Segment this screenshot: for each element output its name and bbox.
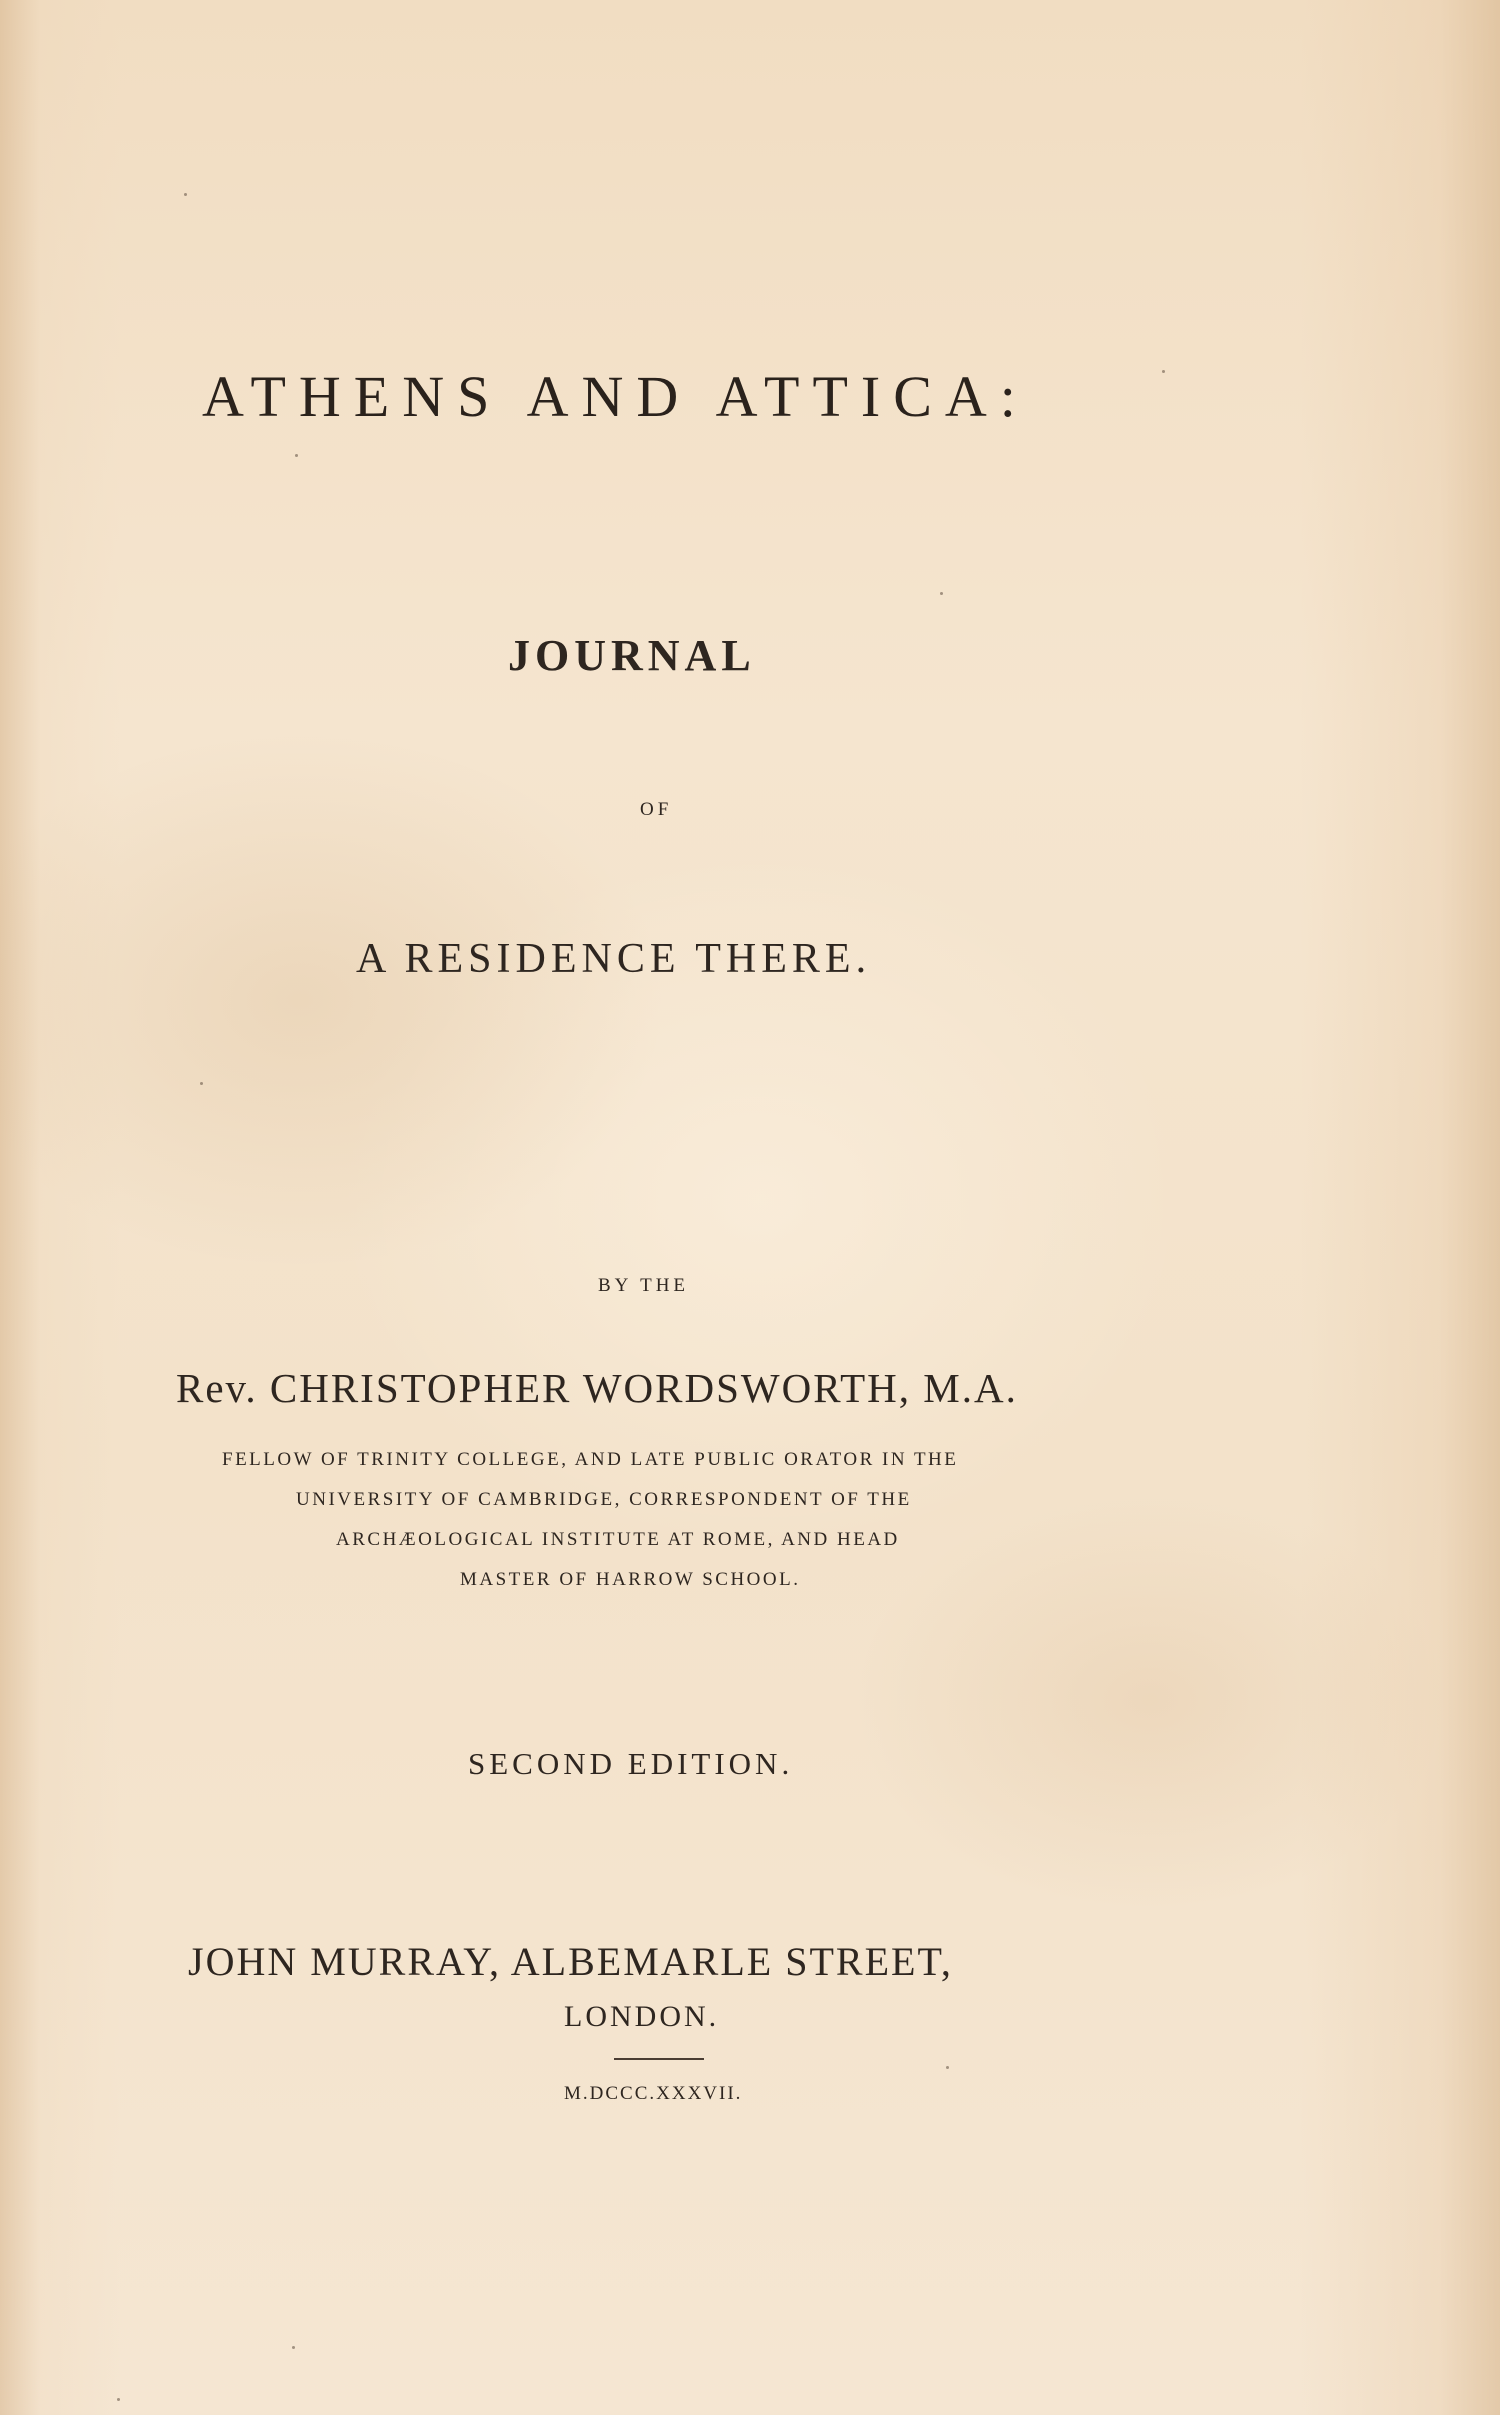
divider-rule [614,2058,704,2060]
author-credential-line: FELLOW OF TRINITY COLLEGE, AND LATE PUBLIC ORATOR IN THE [222,1449,959,1470]
author-credential-line: UNIVERSITY OF CAMBRIDGE, CORRESPONDENT OF THE [296,1489,912,1510]
edition-label: SECOND EDITION. [468,1746,794,1781]
publisher-city: LONDON. [564,2000,720,2033]
paper-speck [117,2398,120,2401]
paper-speck [940,592,943,595]
author-name: Rev. CHRISTOPHER WORDSWORTH, M.A. [176,1365,1018,1411]
paper-speck [946,2066,949,2069]
residence-heading: A RESIDENCE THERE. [356,936,872,982]
publisher-name: JOHN MURRAY, ALBEMARLE STREET, [188,1939,953,1984]
publication-date: M.DCCC.XXXVII. [564,2083,743,2104]
paper-speck [1162,370,1165,373]
paper-speck [292,2346,295,2349]
paper-speck [200,1082,203,1085]
journal-heading: JOURNAL [508,631,756,680]
author-credential-line: ARCHÆOLOGICAL INSTITUTE AT ROME, AND HEAD [336,1529,900,1550]
by-the-label: BY THE [598,1275,690,1296]
paper-speck [295,454,298,457]
paper-speck [184,193,187,196]
book-title: ATHENS AND ATTICA: [202,364,1029,429]
author-credential-line: MASTER OF HARROW SCHOOL. [460,1569,801,1590]
of-connector: OF [640,799,673,820]
